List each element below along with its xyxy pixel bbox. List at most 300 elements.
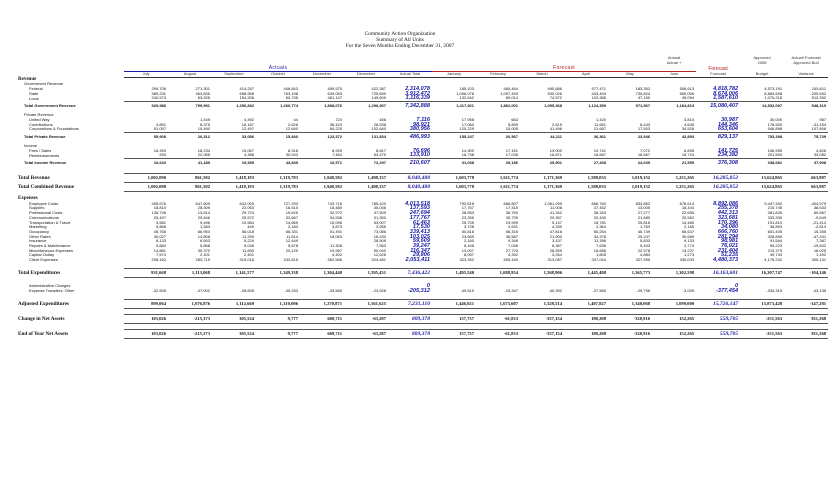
table-cell: 4,826	[816, 147, 827, 153]
row-label: Total Income Revenue	[24, 159, 67, 165]
table-cell: 5,046	[243, 243, 254, 249]
table-cell: 8,892,086	[713, 200, 739, 207]
table-cell: 3,728	[463, 224, 474, 230]
table-cell: 486,993	[388, 132, 432, 141]
table-cell: 642,009	[239, 200, 254, 206]
table-cell: 210,607	[388, 159, 432, 168]
table-cell: 144,346	[717, 121, 739, 128]
table-cell: 132,642	[459, 95, 474, 101]
table-cell: 7,464	[331, 152, 342, 158]
row-label: Total Government Revenue	[24, 102, 76, 108]
table-cell: 1,449	[199, 116, 210, 122]
table-cell: 31,350	[373, 214, 386, 220]
table-cell: 215,745	[767, 205, 783, 211]
table-cell: 25,572	[241, 214, 254, 220]
table-cell: 30,533	[285, 152, 298, 158]
table-cell: 47,816	[549, 228, 562, 234]
row-label: Corporations & Foundations	[29, 126, 79, 132]
column-header: Budget	[740, 72, 784, 78]
table-cell: 11,651	[594, 121, 606, 127]
table-cell: 546,898	[767, 126, 783, 132]
table-cell: 98,981	[720, 238, 739, 245]
table-cell: 9,346	[507, 238, 518, 244]
table-cell: 17,767	[461, 205, 474, 211]
table-cell: 102,840	[371, 126, 386, 132]
table-cell: 1,095,368	[520, 102, 564, 111]
table-cell: -2,813	[814, 224, 827, 230]
table-cell: 4,573,191	[764, 86, 783, 92]
table-cell: 28,309	[197, 205, 210, 211]
table-cell: 730,824	[635, 90, 651, 96]
table-cell: 3,437	[551, 238, 562, 244]
table-cell: 36,587	[505, 233, 518, 239]
table-cell: 18,444	[681, 205, 695, 211]
table-cell: 1,948,582	[300, 182, 344, 191]
table-cell: 1,595,431	[344, 269, 388, 278]
table-cell: 829,137	[696, 132, 740, 141]
table-cell: 36,760	[505, 210, 518, 216]
table-cell: 33,056	[212, 132, 256, 141]
table-cell: 381,826	[767, 210, 783, 216]
column-header: July	[124, 72, 168, 78]
table-row	[18, 329, 828, 338]
table-cell: 15,005	[505, 126, 518, 132]
table-cell: 6,835	[684, 147, 695, 153]
table-cell: 20,357	[549, 214, 562, 220]
table-cell: -9,649	[814, 214, 827, 220]
table-cell: -215,373	[168, 329, 212, 338]
table-cell: 59,609	[412, 238, 430, 245]
table-cell: 240,573	[151, 95, 166, 101]
table-cell: 123,372	[300, 132, 344, 141]
table-cell: 1,304,440	[300, 269, 344, 278]
table-cell: 8,883,698	[764, 90, 783, 96]
table-cell: 389,231	[151, 90, 166, 96]
table-cell: 8,367	[551, 243, 562, 249]
table-cell: 14,881	[153, 247, 166, 253]
table-cell: 13,005	[637, 205, 651, 211]
table-cell: 1,603,778	[432, 182, 476, 191]
table-cell: 18,810	[153, 205, 166, 211]
column-header: April	[564, 72, 608, 78]
table-cell: 11,614	[286, 233, 298, 239]
table-cell: 1,075,218	[764, 95, 783, 101]
table-cell: 449	[247, 224, 254, 230]
table-cell: 36,893	[769, 224, 783, 230]
table-cell: 11,396	[594, 238, 606, 244]
row-label: Expense Transfers: Other	[29, 287, 75, 293]
row-label: Client Expenses	[29, 257, 58, 263]
table-cell: 157,757	[432, 329, 476, 338]
table-cell: 30,027	[153, 233, 166, 239]
table-cell: 443,493	[591, 90, 606, 96]
column-header: September	[212, 72, 256, 78]
table-cell: 19,625	[285, 210, 298, 216]
table-cell: 155,247	[432, 132, 476, 141]
table-cell: 7,342,888	[388, 102, 432, 111]
table-cell: -40,392	[548, 287, 562, 293]
row-label: End of Year Net Assets	[18, 330, 69, 337]
table-cell: 4,013,518	[405, 200, 430, 207]
report-header	[0, 0, 800, 49]
column-header: December	[344, 72, 388, 78]
table-cell: 414,257	[239, 86, 254, 92]
table-cell: 41,496	[549, 126, 562, 132]
table-cell: -39,333	[284, 287, 298, 293]
table-row	[18, 173, 828, 182]
annual-header-3: Forecast	[708, 65, 728, 72]
table-cell: 328,856	[767, 233, 783, 239]
table-cell: 809,378	[388, 314, 432, 323]
table-cell: 10,490	[197, 126, 210, 132]
table-cell: 6,133	[155, 238, 166, 244]
table-cell: 2,401	[243, 252, 254, 258]
table-cell: 1,587,610	[713, 95, 739, 102]
table-cell: 21,900	[549, 233, 562, 239]
table-cell: 2,053,411	[405, 257, 430, 264]
table-cell: 1,319,783	[256, 173, 300, 182]
table-cell: 330,043	[679, 257, 695, 263]
table-cell: 13,007	[461, 247, 474, 253]
table-cell: 11,008	[550, 205, 562, 211]
column-header: October	[256, 72, 300, 78]
table-cell: 20,129	[285, 247, 298, 253]
table-cell: 16,285,852	[696, 173, 740, 182]
table-cell: 201,500	[767, 152, 783, 158]
table-cell: 1,805	[595, 252, 606, 258]
table-cell: 231,404	[717, 247, 739, 254]
table-cell: 34,526	[681, 126, 695, 132]
table-cell: 1,097,493	[500, 90, 518, 96]
table-cell: 5,899	[507, 121, 518, 127]
table-cell: 12,626	[373, 252, 386, 258]
table-cell: 12,449	[285, 238, 298, 244]
table-cell: 4,339	[551, 224, 562, 230]
row-label: Change in Net Assets	[18, 315, 65, 322]
table-cell: -215,373	[168, 314, 212, 323]
table-cell: 76,696	[412, 147, 430, 154]
table-cell: 2,774	[684, 243, 695, 249]
forecast-band: Forecast	[432, 65, 696, 72]
table-cell: 1,340,068	[608, 299, 652, 308]
row-label: Adjusted Expenditures	[18, 300, 70, 307]
table-cell: 10,741	[593, 147, 606, 153]
table-cell: 506,613	[679, 86, 695, 92]
table-cell: -37,565	[592, 287, 606, 293]
report-period: For the Seven Months Ending December 31, 2007	[345, 43, 455, 49]
table-cell: 834,852	[635, 200, 651, 206]
table-cell: 2,955	[375, 224, 386, 230]
table-cell: 17,530	[412, 224, 430, 231]
table-cell: 1,948,582	[300, 173, 344, 182]
table-cell: 152,265	[652, 314, 696, 323]
table-cell: 7,563	[375, 243, 386, 249]
table-cell: 861,502	[168, 173, 212, 182]
table-cell: 98,921	[412, 121, 430, 128]
table-cell: 29,901	[520, 159, 564, 168]
table-cell: -209,692	[810, 90, 827, 96]
table-cell: 1,588,035	[564, 173, 608, 182]
table-cell: 0	[426, 282, 430, 289]
table-cell: 8,057	[463, 252, 474, 258]
row-label: Administrative Charges	[29, 282, 71, 288]
table-cell: 1,273	[684, 252, 695, 258]
table-cell: 17,060	[461, 121, 474, 127]
table-cell: 1,417,921	[432, 102, 476, 111]
table-cell: 512,392	[811, 95, 827, 101]
table-cell: 20,312	[168, 132, 212, 141]
table-cell: 442,313	[717, 210, 739, 217]
table-cell: 34,376	[593, 233, 606, 239]
table-cell: 432,615	[283, 257, 298, 263]
table-cell: 1,603,778	[432, 173, 476, 182]
table-cell: 1,296,907	[344, 102, 388, 111]
table-row	[18, 299, 828, 308]
table-cell: 7,116	[416, 116, 430, 123]
table-cell: 12,640	[285, 126, 298, 132]
table-cell: 2,401	[199, 252, 210, 258]
table-cell: 1,407,827	[564, 299, 608, 308]
table-cell: 36,423	[329, 121, 342, 127]
table-cell: 15,724	[681, 152, 695, 158]
table-cell: 6,443	[640, 121, 651, 127]
table-cell: 362,596	[327, 257, 342, 263]
table-cell: -377,454	[715, 287, 739, 294]
table-cell: 550,006	[679, 90, 695, 96]
financial-summary-table	[18, 56, 828, 339]
row-label: Professional Costs	[29, 210, 63, 216]
row-label: Transportation & Travel	[29, 219, 71, 225]
column-header: November	[300, 72, 344, 78]
annual-header: Annual	[667, 55, 681, 60]
table-cell: 16,871	[549, 152, 562, 158]
table-cell: 1,418,193	[212, 182, 256, 191]
table-cell: 27,408	[564, 159, 608, 168]
table-cell: 305,524	[212, 314, 256, 323]
table-cell: 16,510	[285, 205, 298, 211]
table-cell: 19,395	[212, 159, 256, 168]
table-cell: 17,958	[461, 116, 474, 122]
table-cell: 753,398	[740, 132, 784, 141]
table-cell: 1,498,337	[344, 182, 388, 191]
row-label: Insurance	[29, 238, 47, 244]
table-cell: 39,247	[412, 243, 430, 250]
table-cell: 3,581	[155, 219, 166, 225]
table-cell: 1,270,871	[300, 299, 344, 308]
table-cell: 191,810	[767, 219, 783, 225]
table-cell: 14,669	[285, 219, 298, 225]
table-cell: 136,748	[151, 210, 166, 216]
table-cell: 530,026	[547, 90, 562, 96]
table-cell: 548,310	[784, 102, 828, 111]
table-cell: 7,231,110	[388, 299, 432, 308]
actuals-band: Actuals	[124, 65, 432, 72]
table-cell: 6,503	[199, 238, 210, 244]
table-cell: 305,524	[212, 329, 256, 338]
table-cell: 380,956	[409, 126, 430, 133]
row-label: Fees / Sales	[29, 147, 52, 153]
row-label: Private Revenue	[24, 112, 54, 118]
table-cell: 15,067	[241, 147, 254, 153]
table-cell: 51,235	[720, 252, 739, 259]
table-cell: 743,716	[327, 200, 342, 206]
table-cell: 1,445,408	[564, 269, 608, 278]
table-cell: 929,986	[124, 102, 168, 111]
table-cell: 647,609	[195, 200, 210, 206]
table-cell: 724	[335, 116, 342, 122]
table-cell: 3,810	[684, 116, 695, 122]
column-header: Actual Total	[388, 72, 432, 78]
table-cell: 152,265	[652, 329, 696, 338]
table-cell: 20,430	[593, 214, 606, 220]
table-cell: 4,392	[243, 116, 254, 122]
table-cell: 1,763	[640, 224, 651, 230]
table-cell: 2,314,078	[405, 86, 430, 93]
table-cell: 3,264	[551, 252, 562, 258]
table-cell: 323,352	[459, 257, 474, 263]
table-cell: 8,817	[375, 147, 386, 153]
table-cell: 60,735	[285, 95, 298, 101]
table-cell: 1,116,339	[405, 95, 430, 102]
row-label: State	[29, 90, 39, 96]
table-cell: 46,749	[637, 228, 651, 234]
table-cell: 38,633	[813, 205, 827, 211]
table-cell: 1,588,035	[564, 182, 608, 191]
table-cell: 16,667	[593, 152, 606, 158]
table-cell: 299,706	[151, 86, 166, 92]
table-cell: 1,492	[816, 252, 827, 258]
table-cell: 24,639	[608, 159, 652, 168]
table-cell: 36,361	[564, 132, 608, 141]
row-label: Reimbursements	[29, 152, 60, 158]
table-cell: 333,330	[767, 214, 783, 220]
table-cell: 28,538	[373, 121, 386, 127]
table-cell: 103,025	[409, 233, 430, 240]
table-cell: 1,349,338	[256, 269, 300, 278]
table-cell: 250	[159, 152, 166, 158]
table-cell: -32,605	[152, 287, 166, 293]
table-cell: 2,183	[287, 224, 298, 230]
table-cell: 149,609	[371, 95, 386, 101]
table-cell: 463,835	[195, 90, 210, 96]
table-cell: 116,347	[410, 247, 430, 254]
table-cell: 856,760	[591, 200, 606, 206]
table-cell: 17,503	[637, 126, 651, 132]
table-cell: 524,481	[371, 257, 386, 263]
table-cell: 157,757	[432, 314, 476, 323]
table-cell: -251,563	[740, 329, 784, 338]
table-cell: -320,916	[608, 329, 652, 338]
table-cell: 23,946	[608, 132, 652, 141]
table-cell: 16,738	[461, 152, 474, 158]
table-cell: 73,086	[373, 228, 386, 234]
table-cell: 3,884	[155, 243, 166, 249]
table-cell: 1,019,152	[608, 182, 652, 191]
row-label: Employee Costs	[29, 200, 59, 206]
table-cell: 16,207,747	[740, 269, 784, 278]
table-cell: 8,925	[331, 147, 342, 153]
table-cell: 505,440	[503, 257, 518, 263]
table-cell: 5,147	[551, 219, 562, 225]
row-label: Miscellaneous Expenses	[29, 247, 74, 253]
table-cell: 27,277	[637, 210, 651, 216]
row-label: Repairs & Maintenance	[29, 243, 71, 249]
table-cell: 2,160	[463, 238, 474, 244]
row-label: Income	[24, 142, 38, 148]
table-cell: 25,705	[461, 219, 474, 225]
table-cell: 23,256	[461, 214, 474, 220]
table-cell: 5,403	[640, 243, 651, 249]
table-row	[18, 182, 828, 191]
table-cell: 663	[511, 116, 518, 122]
table-cell: 1,319,783	[256, 182, 300, 191]
table-cell: 1,688,954	[476, 269, 520, 278]
table-cell: 34,080	[720, 224, 739, 231]
table-cell: 9,777	[256, 329, 300, 338]
table-cell: -334,319	[766, 287, 783, 293]
table-cell: 42,893	[652, 132, 696, 141]
table-cell: 18,063	[329, 233, 342, 239]
table-cell: 16,285,852	[696, 182, 740, 191]
table-cell: 55,908	[124, 132, 168, 141]
table-cell: 23,669	[461, 233, 474, 239]
table-cell: 30,987	[720, 116, 739, 123]
row-label: Total Combined Revenue	[18, 183, 75, 190]
table-cell: 61,463	[412, 219, 430, 226]
table-cell: 65,637	[681, 228, 695, 234]
table-cell: 176,500	[767, 121, 783, 127]
table-cell: 45,094	[681, 95, 695, 101]
table-cell: 1,446,021	[432, 299, 476, 308]
table-cell: 131,834	[344, 132, 388, 141]
table-cell: 10,584	[241, 219, 254, 225]
table-cell: 19,999	[505, 219, 518, 225]
table-cell: 9,133	[684, 238, 695, 244]
table-cell: 1,019,152	[608, 173, 652, 182]
table-cell: 11,299	[242, 233, 254, 239]
table-cell: 376,308	[696, 159, 740, 168]
table-cell: 1,061,299	[544, 200, 562, 206]
table-cell: 31,038	[432, 159, 476, 168]
column-header: January	[432, 72, 476, 78]
table-cell: 8,375	[199, 121, 210, 127]
row-label: Other Rates	[29, 233, 51, 239]
table-cell: 15,840	[256, 132, 300, 141]
table-cell: 16,393	[153, 147, 166, 153]
table-cell: -43,135	[812, 287, 827, 293]
table-cell: 20,567	[476, 132, 520, 141]
row-label: Total Revenue	[18, 174, 50, 181]
column-header: February	[476, 72, 520, 78]
table-cell: -63,287	[344, 329, 388, 338]
table-cell: 38,343	[593, 210, 606, 216]
table-cell: 1,528,514	[520, 299, 564, 308]
table-cell: -15,347	[504, 287, 518, 293]
table-cell: 32,667	[285, 214, 298, 220]
table-cell: 66,331	[285, 228, 298, 234]
table-cell: 1,673,607	[476, 299, 520, 308]
table-cell: -104,146	[784, 269, 828, 278]
table-cell: 459,575	[327, 86, 342, 92]
row-label: Federal	[29, 86, 43, 92]
table-cell: 50,816	[461, 228, 474, 234]
table-cell: 34,536	[329, 214, 342, 220]
table-cell: -320,916	[608, 314, 652, 323]
table-cell: 1,251,265	[652, 173, 696, 182]
table-cell: 5,833	[640, 238, 651, 244]
table-cell: 725,690	[371, 90, 386, 96]
table-cell: 899,064	[124, 299, 168, 308]
